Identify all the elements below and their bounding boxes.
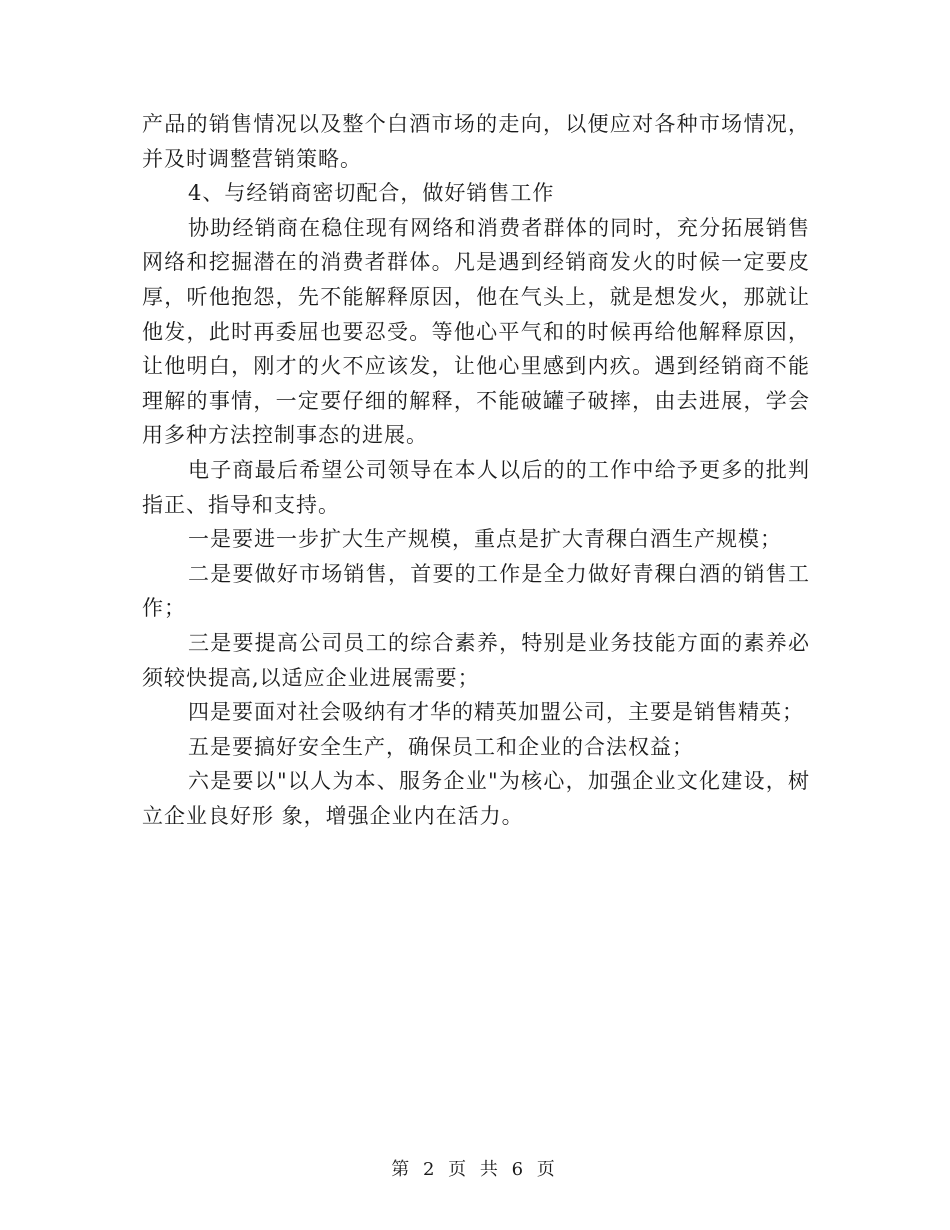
page-number-footer: 第 2 页 共 6 页: [391, 1159, 559, 1180]
paragraph-1: 产品的销售情况以及整个白酒市场的走向，以便应对各种市场情况，并及时调整营销策略。: [142, 112, 810, 171]
paragraph-2: 协助经销商在稳住现有网络和消费者群体的同时，充分拓展销售网络和挖掘潜在的消费者群体。凡是遇到经销商发火的时候一定要皮厚，听他抱怨，先不能解释原因，他在气头上，就是想发火，那就让他发，此时再委屈也要忍受。等他心平气和的时候再给他解释原因，让他明白，刚才的火不应该发，让他心里感到内疚。遇到经销商不能理解的事情，一定要仔细的解释，不能破罐子破摔，由去进展，学会用多种方法控制事态的进展。: [142, 215, 810, 448]
list-item-3: 三是要提高公司员工的综合素养，特别是业务技能方面的素养必须较快提高,以适应企业进展需要；: [142, 630, 810, 690]
list-item-6: 六是要以"以人为本、服务企业"为核心，加强企业文化建设，树立企业良好形 象，增强企业内在活力。: [142, 769, 810, 828]
document-body: [142, 107, 810, 833]
section-heading: 4、与经销商密切配合，做好销售工作: [188, 181, 555, 206]
list-item-2: 二是要做好市场销售，首要的工作是全力做好青稞白酒的销售工作；: [142, 561, 810, 621]
list-item-5: 五是要搞好安全生产，确保员工和企业的合法权益；: [188, 734, 694, 759]
paragraph-3: 电子商最后希望公司领导在本人以后的的工作中给予更多的批判指正、指导和支持。: [142, 457, 810, 517]
list-item-1: 一是要进一步扩大生产规模，重点是扩大青稞白酒生产规模；: [188, 527, 782, 552]
list-item-4: 四是要面对社会吸纳有才华的精英加盟公司，主要是销售精英；: [188, 700, 804, 725]
